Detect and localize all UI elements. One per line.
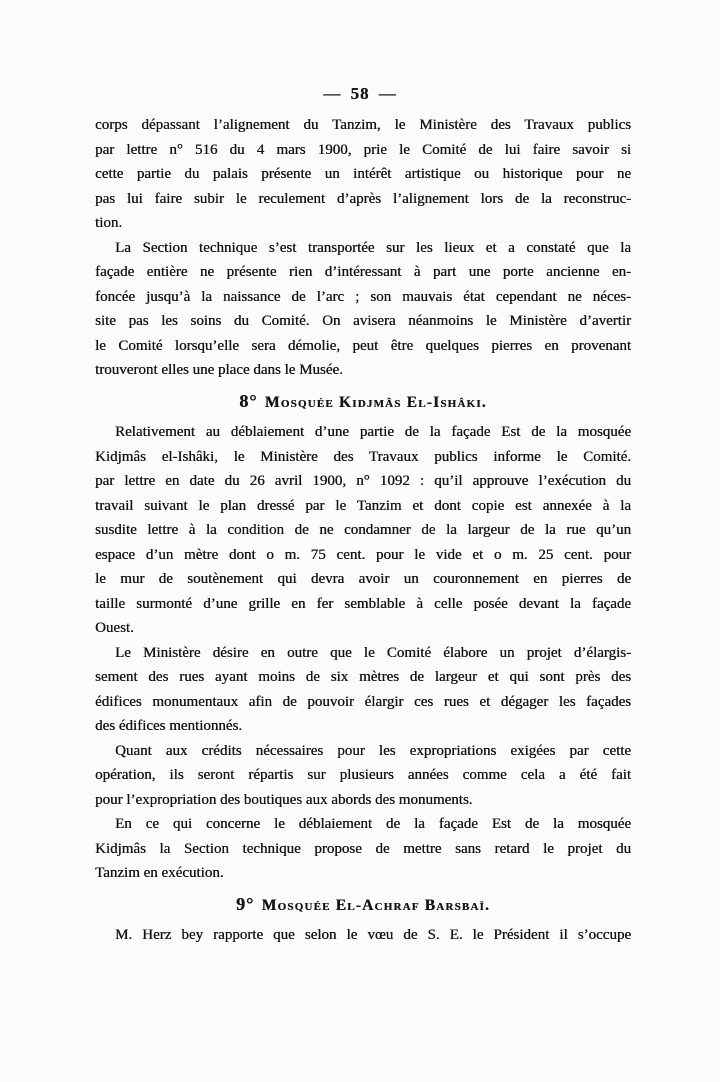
text-line: corps dépassant l’alignement du Tanzim, le Ministère des Travaux publics (95, 117, 631, 133)
paragraph (95, 236, 631, 383)
text-line: trouveront elles une place dans le Musée. (95, 362, 343, 378)
text-line: le mur de soutènement qui devra avoir un couronnement en pierres de (95, 571, 631, 587)
paragraph (95, 420, 631, 641)
text-line: Quant aux crédits nécessaires pour les expropriations exigées par cette (115, 742, 631, 759)
section-heading (95, 389, 631, 416)
text-line: édifices monumentaux afin de pouvoir élargir ces rues et dégager les façades (95, 693, 631, 710)
text-line: tion. (95, 215, 123, 231)
paragraph (95, 739, 631, 813)
text-line: site pas les soins du Comité. On avisera néanmoins le Ministère d’avertir (95, 313, 631, 329)
section-title: Mosquée Kidjmâs El-Ishâki. (264, 393, 487, 411)
text-line: par lettre en date du 26 avril 1900, n° 1092 : qu’il approuve l’exécution du (95, 473, 631, 489)
text-line: En ce qui concerne le déblaiement de la façade Est de la mosquée (115, 816, 631, 832)
paragraph (95, 113, 631, 236)
text-line: façade entière ne présente rien d’intéressant à part une porte ancienne en- (95, 264, 631, 280)
page-content (95, 113, 631, 948)
section-title: Mosquée El-Achraf Barsbaï. (261, 896, 491, 914)
text-line: pas lui faire subir le reculement d’après l’alignement lors de la reconstruc- (95, 190, 631, 207)
section-number: 9° (235, 893, 255, 914)
text-line: espace d’un mètre dont o m. 75 cent. pour le vide et o m. 25 cent. pour (95, 546, 631, 563)
text-line: des édifices mentionnés. (95, 718, 243, 734)
text-line: sement des rues ayant moins de six mètres de largeur et qui sont près des (95, 669, 631, 685)
text-line: Kidjmâs el-Ishâki, le Ministère des Travaux publics informe le Comité. (95, 448, 631, 465)
paragraph (95, 923, 631, 948)
text-line: taille surmonté d’une grille en fer semblable à celle posée devant la façade (95, 595, 631, 612)
text-line: opération, ils seront répartis sur plusieurs années comme cela a été fait (95, 767, 631, 783)
text-line: pour l’expropriation des boutiques aux abords des monuments. (95, 791, 473, 808)
section-number: 8° (239, 390, 258, 411)
page-number: — 58 — (323, 84, 397, 103)
text-line: le Comité lorsqu’elle sera démolie, peut être quelques pierres en provenant (95, 337, 631, 354)
text-line: susdite lettre à la condition de ne condamner de la largeur de la rue qu’un (95, 522, 631, 538)
text-line: Kidjmâs la Section technique propose de mettre sans retard le projet du (95, 840, 631, 857)
text-line: foncée jusqu’à la naissance de l’arc ; son mauvais état cependant ne néces- (95, 288, 631, 305)
text-line: Relativement au déblaiement d’une partie de la façade Est de la mosquée (115, 424, 631, 440)
paragraph (95, 641, 631, 739)
text-line: travail suivant le plan dressé par le Tanzim et dont copie est annexée à la (95, 497, 631, 514)
section-heading (95, 892, 631, 919)
text-line: La Section technique s’est transportée sur les lieux et a constaté que la (115, 239, 631, 256)
text-line: Le Ministère désire en outre que le Comité élabore un projet d’élargis- (115, 644, 631, 661)
text-line: Ouest. (95, 620, 134, 636)
text-line: Tanzim en exécution. (95, 865, 224, 881)
paragraph (95, 812, 631, 886)
text-line: cette partie du palais présente un intérêt artistique ou historique pour ne (95, 166, 631, 182)
text-line: par lettre n° 516 du 4 mars 1900, prie le Comité de lui faire savoir si (95, 141, 631, 158)
text-line: M. Herz bey rapporte que selon le vœu de S. E. le Président il s’occupe (115, 927, 631, 943)
